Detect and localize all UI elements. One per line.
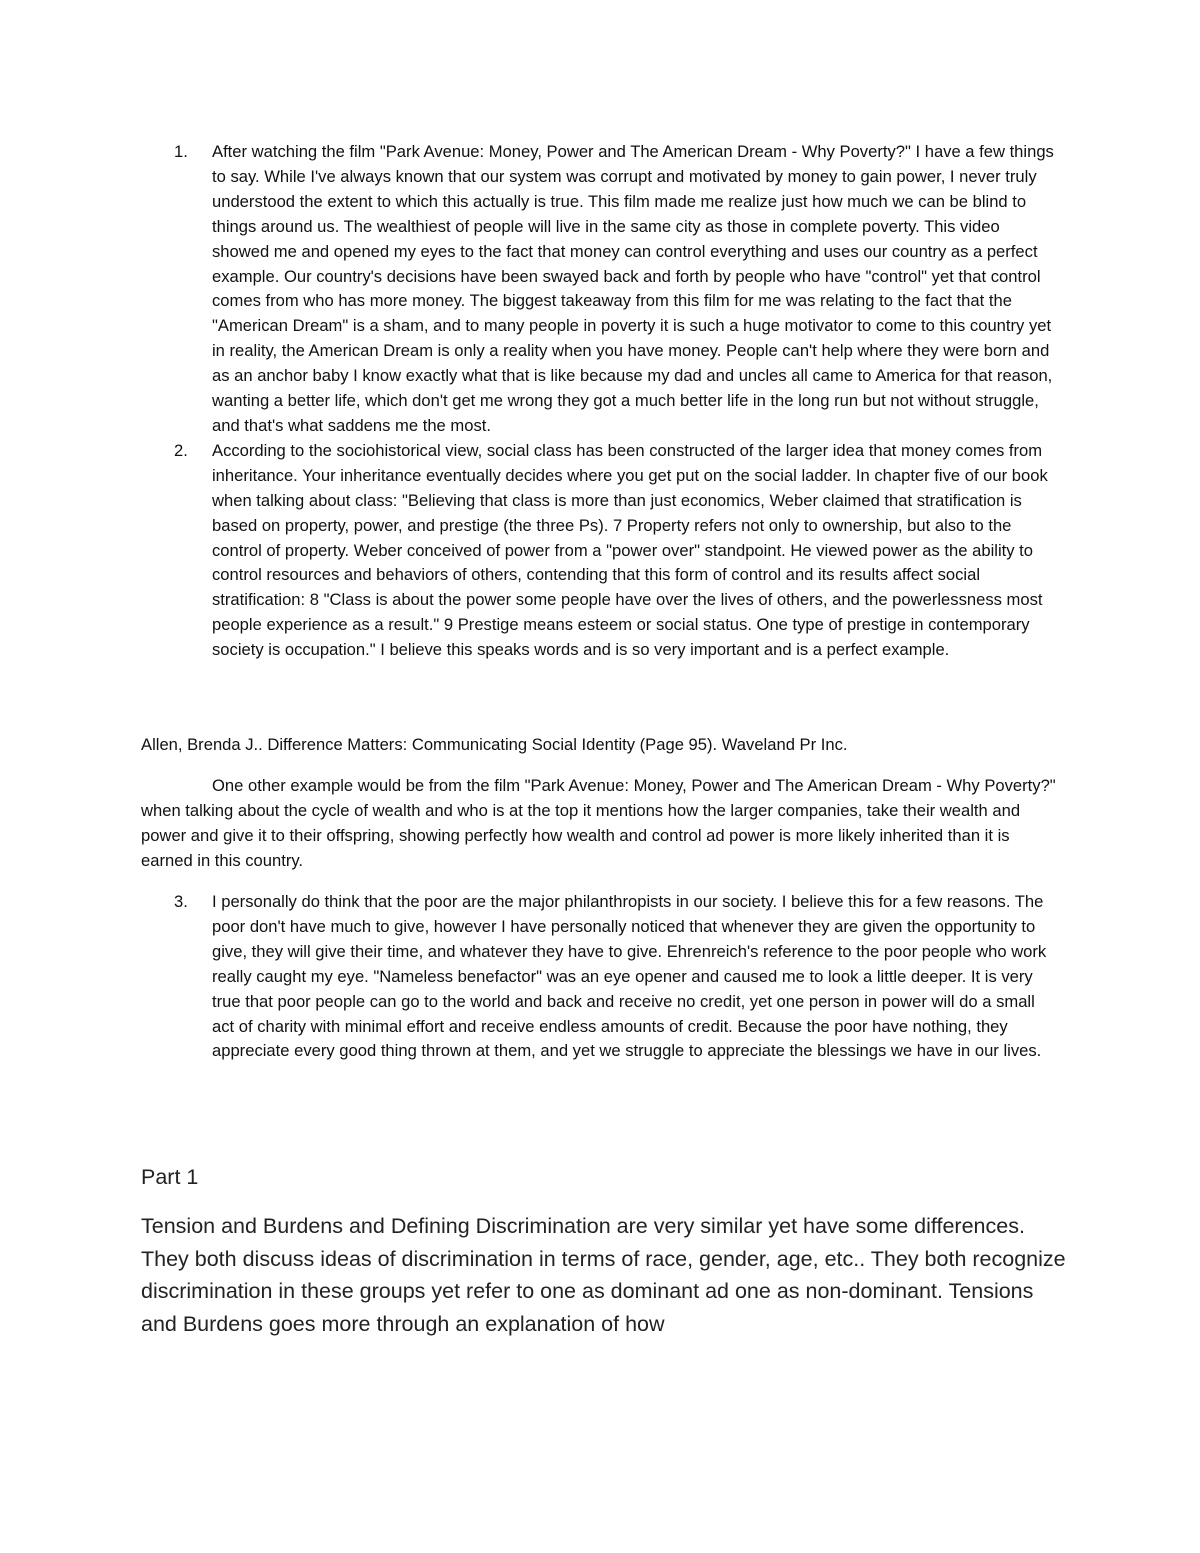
body-paragraph: One other example would be from the film "Park Avenue: Money, Power and The American Dream - Why Poverty?" when talking about the cycle of wealth and who is at the top it mentions how the larger companies, take their wealth and power and give it to their offspring, showing perfectly how wealth and control ad power is more likely inherited than it is earned in this country. (141, 776, 1056, 870)
list-item-number: 3. (174, 892, 188, 911)
list-item-number: 1. (174, 142, 188, 161)
list-item-text: After watching the film "Park Avenue: Money, Power and The American Dream - Why Poverty?" I have a few things to say. While I've always known that our system was corrupt and motivated by money to gain power, I never truly understood the extent to which this actually is true. This film made me realize just how much we can be blind to things around us. The wealthiest of people will live in the same city as those in complete poverty. This video showed me and opened my eyes to the fact that money can control everything and uses our country as a perfect example. Our country's decisions have been swayed back and forth by people who have "control" yet that control comes from who has more money. The biggest takeaway from this film for me was relating to the fact that the "American Dream" is a sham, and to many people in poverty it is such a huge motivator to come to this country yet in reality, the American Dream is only a reality when you have money. People can't help where they were born and as an anchor baby I know exactly what that is like because my dad and uncles all came to America for that reason, wanting a better life, which don't get me wrong they got a much better life in the long run but not without struggle, and that's what saddens me the most. (212, 142, 1054, 435)
section-heading: Part 1 (141, 1165, 199, 1189)
list-item (0, 890, 1200, 1064)
list-item-number: 2. (174, 440, 188, 460)
citation: Allen, Brenda J.. Difference Matters: Communicating Social Identity (Page 95). Waveland Pr Inc. (141, 735, 848, 754)
numbered-list (0, 140, 1200, 663)
list-item-text: I personally do think that the poor are the major philanthropists in our society. I believe this for a few reasons. The poor don't have much to give, however I have personally noticed that whenever they are given the opportunity to give, they will give their time, and whatever they have to give. Ehrenreich's reference to the poor people who work really caught my eye. "Nameless benefactor" was an eye opener and caused me to look a little deeper. It is very true that poor people can go to the world and back and receive no credit, yet one person in power will do a small act of charity with minimal effort and receive endless amounts of credit. Because the poor have nothing, they appreciate every good thing thrown at them, and yet we struggle to appreciate the blessings we have in our lives. (212, 892, 1047, 1061)
list-item-text: According to the sociohistorical view, social class has been constructed of the larger idea that money comes from inheritance. Your inheritance eventually decides where you get put on the social ladder. In chapter five of our book when talking about class: "Believing that class is more than just economics, Weber claimed that stratification is based on property, power, and prestige (the three Ps). 7 Property refers not only to ownership, but also to the control of property. Weber conceived of power from a "power over" standpoint. He viewed power as the ability to control resources and behaviors of others, contending that this form of control and its results affect social stratification: 8 "Class is about the power some people have over the lives of others, and the powerlessness most people experience as a result." 9 Prestige means esteem or social status. One type of prestige in contemporary society is occupation." I believe this speaks words and is so very important and is a perfect example. (212, 440, 1048, 660)
numbered-list (0, 890, 1200, 1064)
list-item (0, 140, 1200, 439)
list-item (0, 439, 1200, 663)
section-body: Tension and Burdens and Defining Discrimination are very similar yet have some differences. They both discuss ideas of discrimination in terms of race, gender, age, etc.. They both recognize discrimination in these groups yet refer to one as dominant ad one as non-dominant. Tensions and Burdens goes more through an explanation of how (141, 1214, 1066, 1336)
